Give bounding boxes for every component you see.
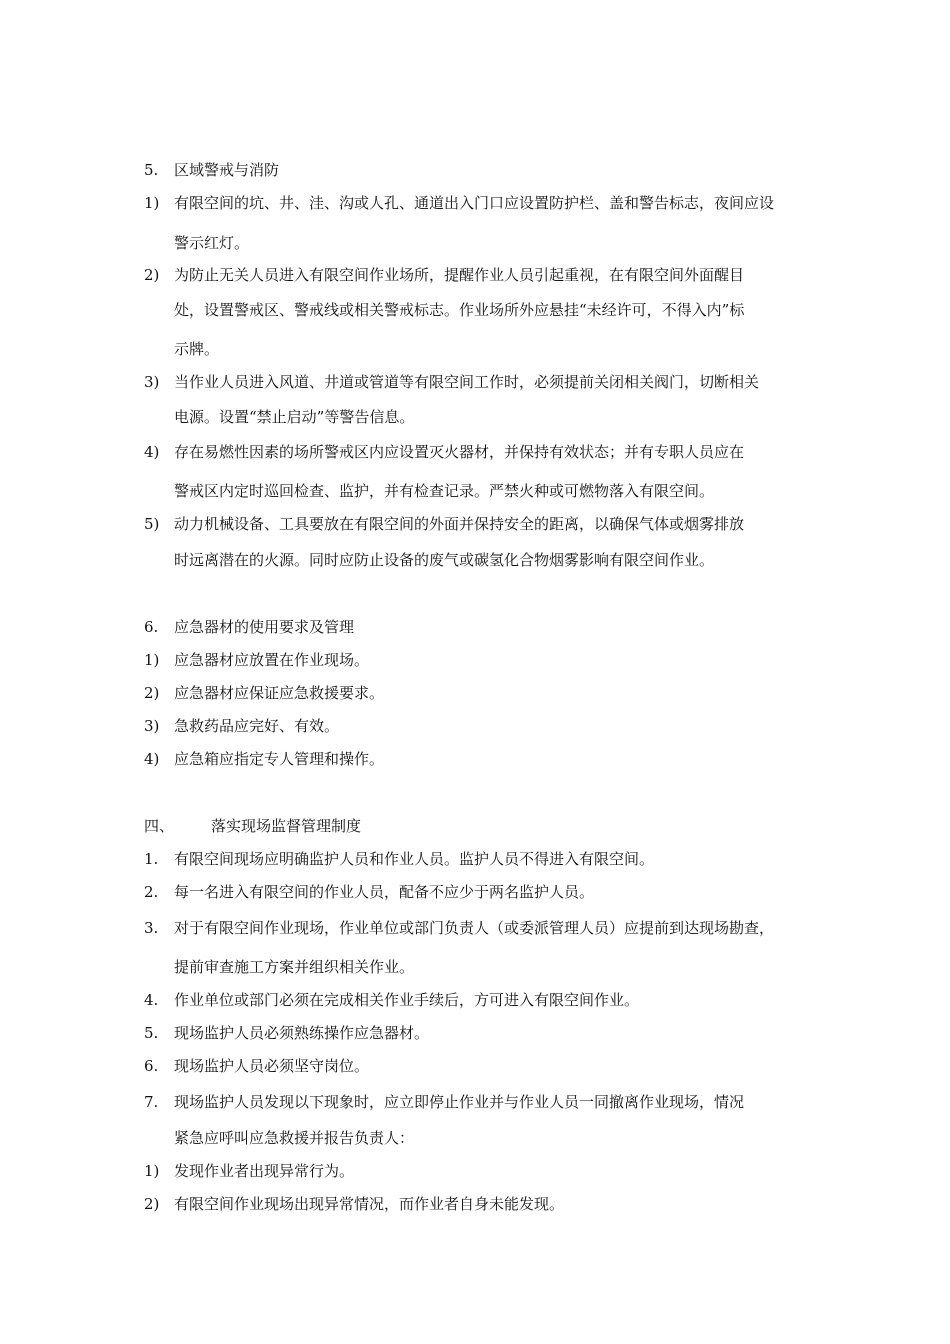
list-item-continuation	[144, 404, 820, 430]
list-item	[144, 647, 820, 673]
list-item-continuation	[144, 1125, 820, 1151]
list-item	[144, 1053, 820, 1079]
item-text: 应急器材应放置在作业现场。	[174, 651, 370, 669]
item-text: 警示红灯。	[174, 234, 250, 252]
item-number: 2)	[144, 684, 160, 702]
item-text: 提前审查施工方案并组织相关作业。	[174, 958, 415, 976]
item-text: 发现作业者出现异常行为。	[174, 1162, 355, 1180]
list-item	[144, 846, 820, 872]
item-text: 每一名进入有限空间的作业人员，配备不应少于两名监护人员。	[174, 883, 595, 901]
list-item	[144, 190, 820, 216]
list-item	[144, 1191, 820, 1217]
item-text: 时远离潜在的火源。同时应防止设备的废气或碳氢化合物烟雾影响有限空间作业。	[174, 551, 715, 569]
list-item-continuation	[144, 954, 820, 980]
item-number: 4.	[144, 991, 159, 1009]
item-text: 作业单位或部门必须在完成相关作业手续后，方可进入有限空间作业。	[174, 991, 640, 1009]
item-number: 3)	[144, 717, 160, 735]
item-text: 处，设置警戒区、警戒线或相关警戒标志。作业场所外应悬挂“未经许可，不得入内”标	[174, 301, 745, 319]
section-6-heading	[144, 614, 820, 640]
item-text: 紧急应呼叫应急救援并报告负责人：	[174, 1129, 415, 1147]
item-text: 应急器材应保证应急救援要求。	[174, 684, 385, 702]
item-text: 急救药品应完好、有效。	[174, 717, 340, 735]
list-item-continuation	[144, 547, 820, 573]
section-title: 应急器材的使用要求及管理	[174, 618, 355, 636]
item-number: 3.	[144, 919, 159, 937]
item-number: 2)	[144, 1195, 160, 1213]
item-text: 现场监护人员必须熟练操作应急器材。	[174, 1024, 430, 1042]
list-item	[144, 439, 820, 465]
item-text: 应急箱应指定专人管理和操作。	[174, 750, 385, 768]
list-item-continuation	[144, 230, 820, 256]
list-item-continuation	[144, 478, 820, 504]
item-number: 4)	[144, 750, 160, 768]
list-item	[144, 1089, 820, 1115]
item-text: 有限空间作业现场出现异常情况，而作业者自身未能发现。	[174, 1195, 565, 1213]
item-number: 3)	[144, 373, 160, 391]
item-number: 1)	[144, 651, 160, 669]
list-item	[144, 369, 820, 395]
section-number: 四、	[144, 817, 175, 835]
item-text: 电源。设置“禁止启动”等警告信息。	[174, 408, 415, 426]
section-number: 6.	[144, 618, 159, 636]
item-number: 1)	[144, 194, 160, 212]
item-number: 2)	[144, 266, 160, 284]
list-item	[144, 1020, 820, 1046]
item-number: 1.	[144, 850, 159, 868]
item-number: 5.	[144, 1024, 159, 1042]
section-5-heading	[144, 157, 820, 183]
item-text: 有限空间的坑、井、洼、沟或人孔、通道出入门口应设置防护栏、盖和警告标志，夜间应设	[174, 194, 775, 212]
section-number: 5.	[144, 161, 159, 179]
item-text: 示牌。	[174, 340, 220, 358]
list-item	[144, 746, 820, 772]
list-item	[144, 511, 820, 537]
list-item	[144, 1158, 820, 1184]
item-text: 现场监护人员发现以下现象时，应立即停止作业并与作业人员一同撤离作业现场，情况	[174, 1093, 745, 1111]
item-text: 有限空间现场应明确监护人员和作业人员。监护人员不得进入有限空间。	[174, 850, 655, 868]
list-item	[144, 915, 820, 941]
item-number: 7.	[144, 1093, 159, 1111]
list-item-continuation	[144, 297, 820, 323]
section-four-heading	[144, 813, 820, 839]
list-item	[144, 262, 820, 288]
section-title: 落实现场监督管理制度	[211, 817, 362, 835]
list-item	[144, 987, 820, 1013]
item-text: 当作业人员进入风道、井道或管道等有限空间工作时，必须提前关闭相关阀门，切断相关	[174, 373, 760, 391]
item-number: 6.	[144, 1057, 159, 1075]
item-number: 1)	[144, 1162, 160, 1180]
list-item	[144, 879, 820, 905]
item-text: 为防止无关人员进入有限空间作业场所，提醒作业人员引起重视，在有限空间外面醒目	[174, 266, 745, 284]
item-text: 存在易燃性因素的场所警戒区内应设置灭火器材，并保持有效状态；并有专职人员应在	[174, 443, 745, 461]
list-item-continuation	[144, 336, 820, 362]
item-text: 警戒区内定时巡回检查、监护，并有检查记录。严禁火种或可燃物落入有限空间。	[174, 482, 715, 500]
item-text: 动力机械设备、工具要放在有限空间的外面并保持安全的距离，以确保气体或烟雾排放	[174, 515, 745, 533]
item-text: 对于有限空间作业现场，作业单位或部门负责人（或委派管理人员）应提前到达现场勘查，	[174, 919, 775, 937]
item-number: 5)	[144, 515, 160, 533]
item-number: 4)	[144, 443, 160, 461]
list-item	[144, 680, 820, 706]
list-item	[144, 713, 820, 739]
item-text: 现场监护人员必须坚守岗位。	[174, 1057, 370, 1075]
item-number: 2.	[144, 883, 159, 901]
section-title: 区域警戒与消防	[174, 161, 280, 179]
